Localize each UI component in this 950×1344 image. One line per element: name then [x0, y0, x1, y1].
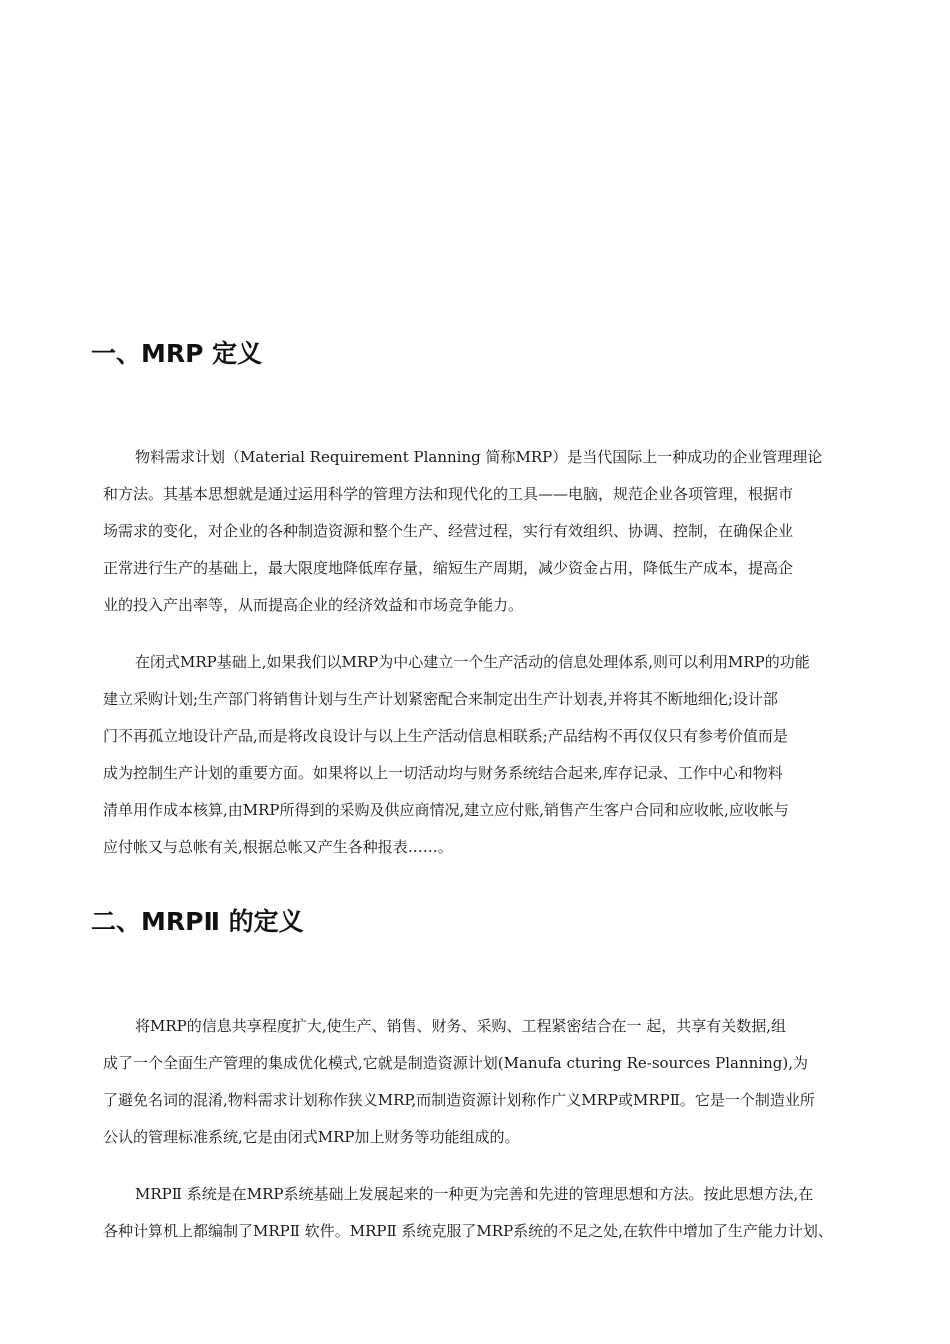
paragraph-mrp-overview — [103, 439, 843, 624]
text-line: 业的投入产出率等，从而提高企业的经济效益和市场竞争能力。 — [103, 596, 524, 614]
text-line: 清单用作成本核算,由MRP所得到的采购及供应商情况,建立应付账,销售产生客户合同和应收帐,应收帐与 — [103, 801, 789, 819]
paragraph-closed-mrp — [103, 644, 843, 866]
text-line: 正常进行生产的基础上，最大限度地降低库存量，缩短生产周期，减少资金占用，降低生产成本，提高企 — [103, 559, 794, 577]
text-line: 了避免名词的混淆,物料需求计划称作狭义MRP,而制造资源计划称作广义MRP或MRPⅡ。它是一个制造业所 — [103, 1091, 815, 1109]
section-heading-mrp-definition: 一、MRP 定义 — [91, 339, 263, 368]
text-line: 成了一个全面生产管理的集成优化模式,它就是制造资源计划(Manufa cturing Re-sources Planning),为 — [103, 1054, 808, 1072]
text-line: 建立采购计划;生产部门将销售计划与生产计划紧密配合来制定出生产计划表,并将其不断地细化;设计部 — [103, 690, 778, 708]
text-line: 场需求的变化，对企业的各种制造资源和整个生产、经营过程，实行有效组织、协调、控制，在确保企业 — [103, 522, 794, 540]
text-line: 公认的管理标准系统,它是由闭式MRP加上财务等功能组成的。 — [103, 1128, 520, 1146]
text-line: MRPⅡ 系统是在MRP系统基础上发展起来的一种更为完善和先进的管理思想和方法。按此思想方法,在 — [135, 1185, 814, 1203]
text-line: 应付帐又与总帐有关,根据总帐又产生各种报表……。 — [103, 838, 453, 856]
text-line: 成为控制生产计划的重要方面。如果将以上一切活动均与财务系统结合起来,库存记录、工作中心和物料 — [103, 764, 783, 782]
paragraph-mrp2-system — [103, 1176, 843, 1250]
text-line: 各种计算机上都编制了MRPⅡ 软件。MRPⅡ 系统克服了MRP系统的不足之处,在软件中增加了生产能力计划、 — [103, 1222, 833, 1240]
text-line: 和方法。其基本思想就是通过运用科学的管理方法和现代化的工具——电脑，规范企业各项管理，根据市 — [103, 485, 794, 503]
text-line: 在闭式MRP基础上,如果我们以MRP为中心建立一个生产活动的信息处理体系,则可以利用MRP的功能 — [135, 653, 810, 671]
text-line: 物料需求计划（Material Requirement Planning 简称MRP）是当代国际上一种成功的企业管理理论 — [135, 448, 823, 466]
section-heading-mrp2-definition: 二、MRPⅡ 的定义 — [91, 907, 304, 936]
text-line: 将MRP的信息共享程度扩大,使生产、销售、财务、采购、工程紧密结合在一 起，共享有关数据,组 — [135, 1017, 787, 1035]
paragraph-mrp2-overview — [103, 1008, 843, 1156]
text-line: 门不再孤立地设计产品,而是将改良设计与以上生产活动信息相联系;产品结构不再仅仅只有参考价值而是 — [103, 727, 788, 745]
